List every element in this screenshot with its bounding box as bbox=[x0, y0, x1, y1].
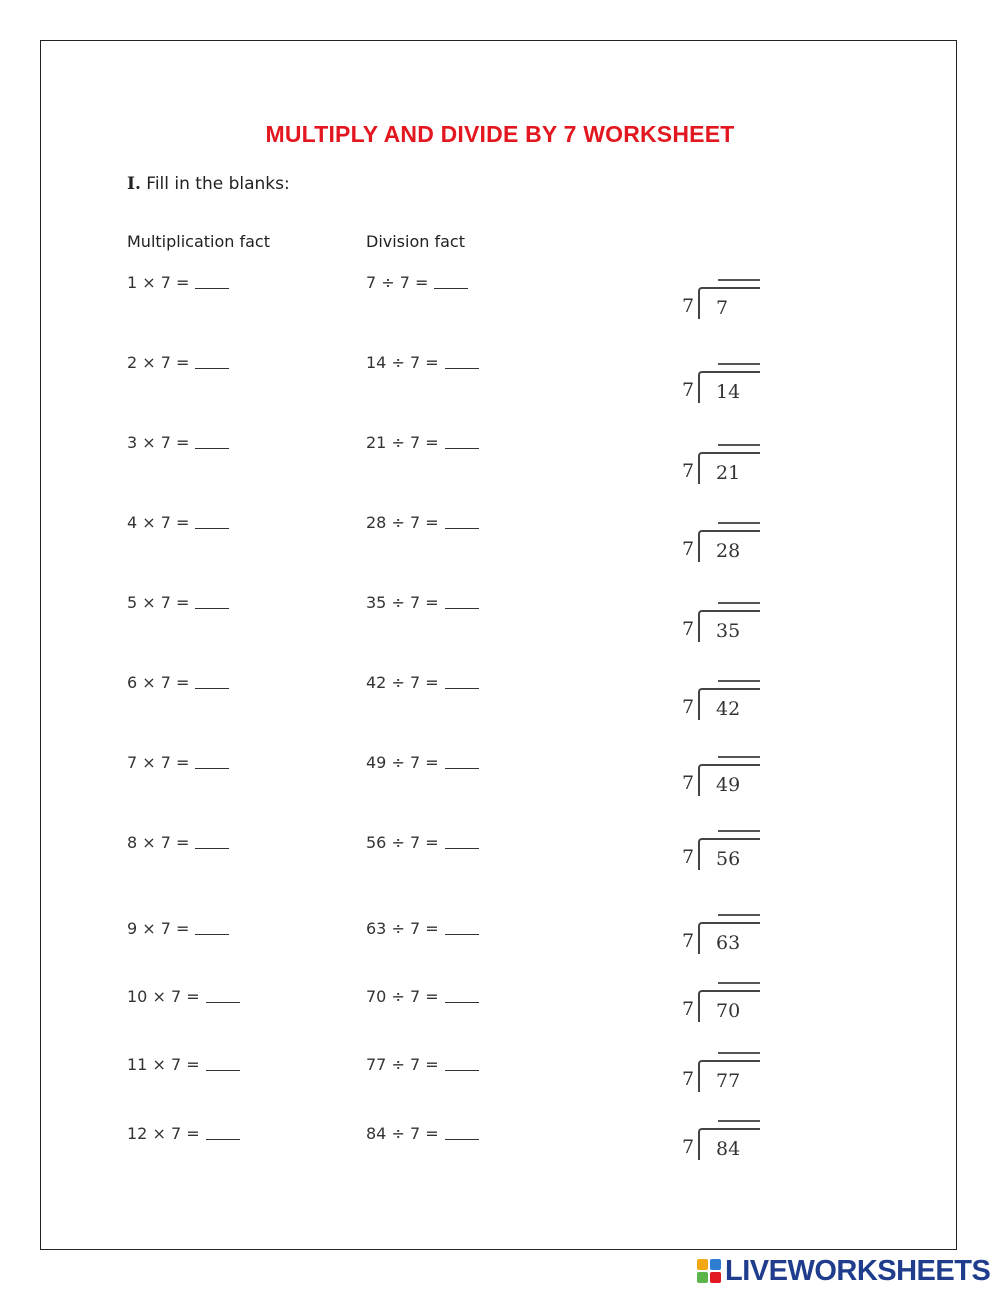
answer-blank[interactable] bbox=[445, 933, 479, 935]
divisor: 7 bbox=[682, 379, 695, 401]
divisor: 7 bbox=[682, 538, 695, 560]
logo-tile bbox=[710, 1272, 721, 1283]
multiplication-fact bbox=[127, 673, 229, 692]
header-multiplication: Multiplication fact bbox=[127, 232, 270, 251]
header-division: Division fact bbox=[366, 232, 465, 251]
multiplication-fact bbox=[127, 753, 229, 772]
division-fact bbox=[366, 833, 479, 852]
multiplication-fact bbox=[127, 919, 229, 938]
logo-tile bbox=[697, 1272, 708, 1283]
instruction bbox=[127, 174, 290, 194]
division-fact bbox=[366, 513, 479, 532]
answer-blank[interactable] bbox=[195, 287, 229, 289]
divisor: 7 bbox=[682, 696, 695, 718]
division-fact bbox=[366, 753, 479, 772]
liveworksheets-logo[interactable] bbox=[697, 1255, 990, 1287]
division-fact bbox=[366, 353, 479, 372]
logo-text: LIVEWORKSHEETS bbox=[725, 1254, 991, 1287]
quotient-line[interactable] bbox=[718, 982, 760, 984]
dividend: 84 bbox=[716, 1138, 741, 1160]
quotient-line[interactable] bbox=[718, 830, 760, 832]
division-fact bbox=[366, 433, 479, 452]
division-expression: 49 ÷ 7 = bbox=[366, 753, 439, 772]
answer-blank[interactable] bbox=[445, 447, 479, 449]
dividend: 28 bbox=[716, 540, 741, 562]
answer-blank[interactable] bbox=[445, 607, 479, 609]
answer-blank[interactable] bbox=[195, 687, 229, 689]
answer-blank[interactable] bbox=[434, 287, 468, 289]
division-expression: 70 ÷ 7 = bbox=[366, 987, 439, 1006]
divisor: 7 bbox=[682, 460, 695, 482]
multiplication-expression: 12 × 7 = bbox=[127, 1124, 200, 1143]
multiplication-fact bbox=[127, 987, 240, 1006]
division-fact bbox=[366, 1124, 479, 1143]
quotient-line[interactable] bbox=[718, 279, 760, 281]
answer-blank[interactable] bbox=[445, 527, 479, 529]
answer-blank[interactable] bbox=[445, 847, 479, 849]
dividend: 49 bbox=[716, 774, 741, 796]
quotient-line[interactable] bbox=[718, 914, 760, 916]
multiplication-expression: 9 × 7 = bbox=[127, 919, 190, 938]
dividend: 70 bbox=[716, 1000, 741, 1022]
long-division-box bbox=[682, 978, 772, 1024]
multiplication-expression: 3 × 7 = bbox=[127, 433, 190, 452]
dividend: 42 bbox=[716, 698, 741, 720]
long-division-box bbox=[682, 440, 772, 486]
answer-blank[interactable] bbox=[195, 933, 229, 935]
answer-blank[interactable] bbox=[445, 1138, 479, 1140]
multiplication-expression: 11 × 7 = bbox=[127, 1055, 200, 1074]
divisor: 7 bbox=[682, 1068, 695, 1090]
long-division-box bbox=[682, 826, 772, 872]
quotient-line[interactable] bbox=[718, 444, 760, 446]
division-expression: 35 ÷ 7 = bbox=[366, 593, 439, 612]
multiplication-expression: 8 × 7 = bbox=[127, 833, 190, 852]
instruction-text: Fill in the blanks: bbox=[146, 174, 290, 194]
dividend: 63 bbox=[716, 932, 741, 954]
answer-blank[interactable] bbox=[195, 527, 229, 529]
long-division-box bbox=[682, 910, 772, 956]
division-expression: 21 ÷ 7 = bbox=[366, 433, 439, 452]
multiplication-fact bbox=[127, 513, 229, 532]
long-division-box bbox=[682, 359, 772, 405]
answer-blank[interactable] bbox=[206, 1001, 240, 1003]
multiplication-expression: 7 × 7 = bbox=[127, 753, 190, 772]
division-fact bbox=[366, 987, 479, 1006]
answer-blank[interactable] bbox=[195, 767, 229, 769]
multiplication-expression: 6 × 7 = bbox=[127, 673, 190, 692]
quotient-line[interactable] bbox=[718, 602, 760, 604]
long-division-box bbox=[682, 1048, 772, 1094]
division-expression: 56 ÷ 7 = bbox=[366, 833, 439, 852]
multiplication-fact bbox=[127, 353, 229, 372]
division-expression: 84 ÷ 7 = bbox=[366, 1124, 439, 1143]
answer-blank[interactable] bbox=[445, 767, 479, 769]
multiplication-fact bbox=[127, 1055, 240, 1074]
logo-tile bbox=[710, 1259, 721, 1270]
dividend: 77 bbox=[716, 1070, 741, 1092]
long-division-box bbox=[682, 598, 772, 644]
division-fact bbox=[366, 919, 479, 938]
answer-blank[interactable] bbox=[195, 607, 229, 609]
long-division-box bbox=[682, 752, 772, 798]
multiplication-fact bbox=[127, 593, 229, 612]
answer-blank[interactable] bbox=[195, 367, 229, 369]
quotient-line[interactable] bbox=[718, 1120, 760, 1122]
division-fact bbox=[366, 593, 479, 612]
dividend: 21 bbox=[716, 462, 741, 484]
answer-blank[interactable] bbox=[195, 447, 229, 449]
instruction-number: I. bbox=[127, 174, 141, 194]
quotient-line[interactable] bbox=[718, 522, 760, 524]
division-fact bbox=[366, 273, 468, 292]
multiplication-expression: 5 × 7 = bbox=[127, 593, 190, 612]
divisor: 7 bbox=[682, 846, 695, 868]
division-fact bbox=[366, 673, 479, 692]
division-expression: 14 ÷ 7 = bbox=[366, 353, 439, 372]
divisor: 7 bbox=[682, 998, 695, 1020]
divisor: 7 bbox=[682, 618, 695, 640]
answer-blank[interactable] bbox=[445, 1069, 479, 1071]
answer-blank[interactable] bbox=[195, 847, 229, 849]
worksheet-title: MULTIPLY AND DIVIDE BY 7 WORKSHEET bbox=[265, 121, 735, 147]
dividend: 14 bbox=[716, 381, 741, 403]
multiplication-fact bbox=[127, 433, 229, 452]
multiplication-fact bbox=[127, 1124, 240, 1143]
answer-blank[interactable] bbox=[445, 367, 479, 369]
division-expression: 28 ÷ 7 = bbox=[366, 513, 439, 532]
answer-blank[interactable] bbox=[206, 1069, 240, 1071]
quotient-line[interactable] bbox=[718, 756, 760, 758]
divisor: 7 bbox=[682, 930, 695, 952]
quotient-line[interactable] bbox=[718, 680, 760, 682]
division-expression: 7 ÷ 7 = bbox=[366, 273, 429, 292]
logo-tile bbox=[697, 1259, 708, 1270]
liveworksheets-logo-icon bbox=[697, 1259, 721, 1283]
quotient-line[interactable] bbox=[718, 1052, 760, 1054]
multiplication-expression: 4 × 7 = bbox=[127, 513, 190, 532]
divisor: 7 bbox=[682, 295, 695, 317]
divisor: 7 bbox=[682, 1136, 695, 1158]
multiplication-expression: 1 × 7 = bbox=[127, 273, 190, 292]
answer-blank[interactable] bbox=[206, 1138, 240, 1140]
divisor: 7 bbox=[682, 772, 695, 794]
dividend: 35 bbox=[716, 620, 741, 642]
answer-blank[interactable] bbox=[445, 1001, 479, 1003]
dividend: 56 bbox=[716, 848, 741, 870]
division-bracket bbox=[698, 287, 760, 319]
long-division-box bbox=[682, 275, 772, 321]
answer-blank[interactable] bbox=[445, 687, 479, 689]
multiplication-expression: 10 × 7 = bbox=[127, 987, 200, 1006]
long-division-box bbox=[682, 676, 772, 722]
division-expression: 77 ÷ 7 = bbox=[366, 1055, 439, 1074]
quotient-line[interactable] bbox=[718, 363, 760, 365]
division-fact bbox=[366, 1055, 479, 1074]
long-division-box bbox=[682, 518, 772, 564]
multiplication-fact bbox=[127, 273, 229, 292]
dividend: 7 bbox=[716, 297, 729, 319]
multiplication-expression: 2 × 7 = bbox=[127, 353, 190, 372]
division-expression: 63 ÷ 7 = bbox=[366, 919, 439, 938]
long-division-box bbox=[682, 1116, 772, 1162]
multiplication-fact bbox=[127, 833, 229, 852]
division-expression: 42 ÷ 7 = bbox=[366, 673, 439, 692]
